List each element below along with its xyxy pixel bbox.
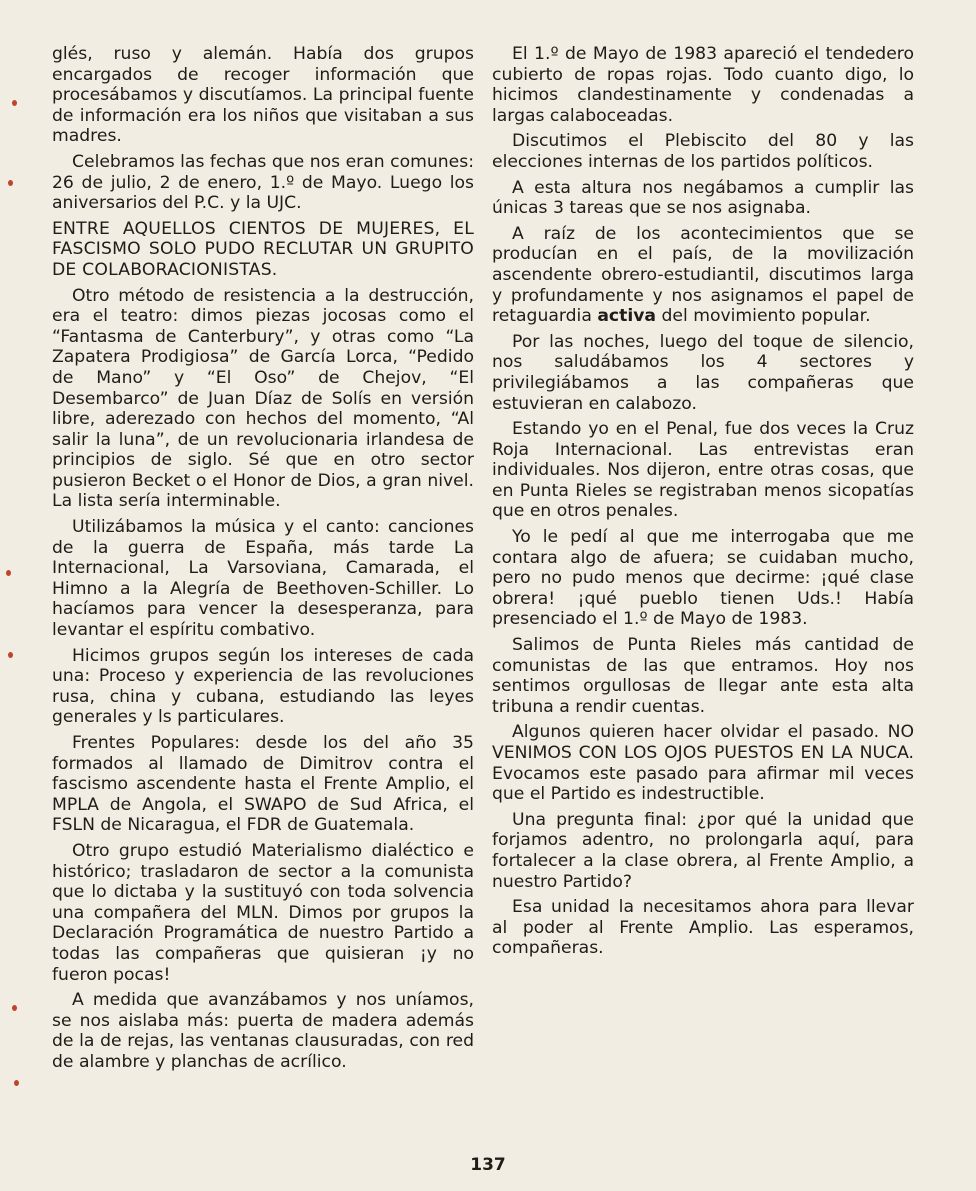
paragraph: El 1.º de Mayo de 1983 apareció el tendedero cubierto de ropas rojas. Todo cuanto digo, lo hicimos clandestinamente y condenadas a largas calaboceadas. [492, 44, 914, 126]
paragraph: A esta altura nos negábamos a cumplir las únicas 3 tareas que se nos asignaba. [492, 177, 914, 219]
paragraph-text: A raíz de los acontecimientos que se producían en el país, de la movilización ascendente obrero-estudiantil, discutimos larga y profundamente y nos asignamos el papel de retaguardia [492, 223, 914, 327]
paragraph: glés, ruso y alemán. Había dos grupos encargados de recoger información que procesábamos y discutíamos. La principal fuente de información era los niños que visitaban a sus madres. [52, 44, 474, 147]
paragraph: Yo le pedí al que me interrogaba que me contara algo de afuera; se cuidaban mucho, pero no pudo menos que decirme: ¡qué clase obrera! ¡qué pueblo tienen Uds.! Había presenciado el 1.º de Mayo de 1983. [492, 527, 914, 630]
emphasis-paragraph: ENTRE AQUELLOS CIENTOS DE MUJERES, EL FASCISMO SOLO PUDO RECLUTAR UN GRUPITO DE COLABORACIONISTAS. [52, 218, 474, 280]
margin-mark [12, 1005, 17, 1011]
margin-mark [8, 652, 13, 658]
paragraph: Otro grupo estudió Materialismo dialéctico e histórico; trasladaron de sector a la comunista que lo dictaba y la sustituyó con toda solvencia una compañera del MLN. Dimos por grupos la Declaración Programática de nuestro Partido a todas las compañeras que quisieran ¡y no fueron pocas! [52, 840, 474, 985]
paragraph: A medida que avanzábamos y nos uníamos, se nos aislaba más: puerta de madera además de la de rejas, las ventanas clausuradas, con red de alambre y planchas de acrílico. [52, 990, 474, 1072]
paragraph-with-emphasis [492, 224, 914, 327]
margin-mark [6, 570, 11, 576]
margin-mark [8, 180, 13, 186]
paragraph: Algunos quieren hacer olvidar el pasado. NO VENIMOS CON LOS OJOS PUESTOS EN LA NUCA. Evocamos este pasado para afirmar mil veces que el Partido es indestructible. [492, 722, 914, 805]
bold-word: activa [597, 306, 657, 327]
paragraph: Esa unidad la necesitamos ahora para llevar al poder al Frente Amplio. Las esperamos, compañeras. [492, 897, 914, 959]
paragraph: Discutimos el Plebiscito del 80 y las elecciones internas de los partidos políticos. [492, 131, 914, 172]
paragraph: Celebramos las fechas que nos eran comunes: 26 de julio, 2 de enero, 1.º de Mayo. Luego los aniversarios del P.C. y la UJC. [52, 151, 474, 214]
paragraph: Estando yo en el Penal, fue dos veces la Cruz Roja Internacional. Las entrevistas eran individuales. Nos dijeron, entre otras cosas, que en Punta Rieles se registraban menos sicopatías que en otros penales. [492, 419, 914, 522]
paragraph: Otro método de resistencia a la destrucción, era el teatro: dimos piezas jocosas como el “Fantasma de Canterbury”, y otras como “La Zapatera Prodigiosa” de García Lorca, “Pedido de Mano” y “El Oso” de Chejov, “El Desembarco” de Juan Díaz de Solís en versión libre, aderezado con hechos del momento, “Al salir la luna”, de un revolucionaria irlandesa de principios de siglo. Sé que en otro sector pusieron Becket o el Honor de Dios, a gran nivel. La lista sería interminable. [52, 285, 474, 512]
paragraph: Salimos de Punta Rieles más cantidad de comunistas de las que entramos. Hoy nos sentimos orgullosas de llegar ante esta alta tribuna a rendir cuentas. [492, 635, 914, 717]
paragraph: Frentes Populares: desde los del año 35 formados al llamado de Dimitrov contra el fascismo ascendente hasta el Frente Amplio, el MPLA de Angola, el SWAPO de Sud Africa, el FSLN de Nicaragua, el FDR de Guatemala. [52, 733, 474, 836]
paragraph: Utilizábamos la música y el canto: canciones de la guerra de España, más tarde La Internacional, La Varsoviana, Camarada, el Himno a la Alegría de Beethoven-Schiller. Lo hacíamos para vencer la desesperanza, para levantar el espíritu combativo. [52, 517, 474, 641]
paragraph: Hicimos grupos según los intereses de cada una: Proceso y experiencia de las revoluciones rusa, china y cubana, estudiando las leyes generales y ls particulares. [52, 645, 474, 728]
paragraph: Por las noches, luego del toque de silencio, nos saludábamos los 4 sectores y privilegiábamos a las compañeras que estuvieran en calabozo. [492, 331, 914, 414]
margin-mark [12, 100, 17, 106]
paragraph: Una pregunta final: ¿por qué la unidad que forjamos adentro, no prolongarla aquí, para fortalecer a la clase obrera, al Frente Amplio, a nuestro Partido? [492, 809, 914, 892]
left-column [52, 44, 474, 1078]
right-column [492, 44, 914, 964]
margin-mark [14, 1080, 19, 1086]
page-number: 137 [470, 1155, 506, 1175]
paragraph-text: del movimiento popular. [661, 306, 871, 327]
